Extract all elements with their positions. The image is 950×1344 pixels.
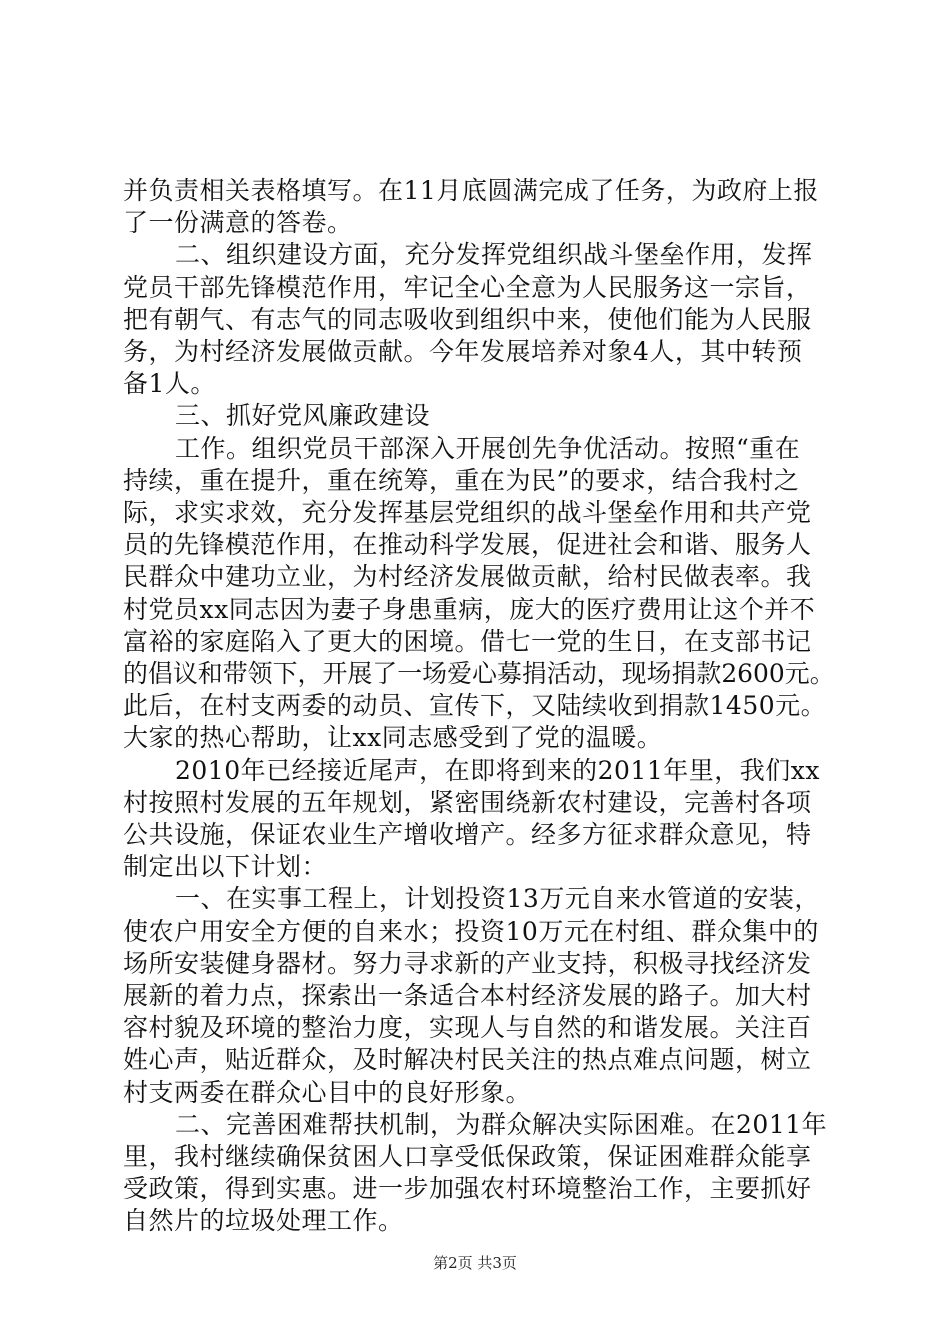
text-line: 民群众中建功立业，为村经济发展做贡献，给村民做表率。我 (123, 562, 812, 592)
text-line: 里，我村继续确保贫困人口享受低保政策，保证困难群众能享 (123, 1142, 812, 1171)
text-line: 制定出以下计划： (123, 852, 328, 882)
text-line: 此后，在村支两委的动员、宣传下，又陆续收到捐款1450元。 (123, 691, 827, 721)
text-line: 村支两委在群众心目中的良好形象。 (123, 1077, 532, 1107)
text-line: 二、完善困难帮扶机制，为群众解决实际困难。在2011年 (175, 1109, 828, 1139)
text-line: 际，求实求效，充分发挥基层党组织的战斗堡垒作用和共产党 (123, 498, 812, 527)
text-line: 备1人。 (123, 369, 216, 399)
text-line: 村党员xx同志因为妻子身患重病，庞大的医疗费用让这个并不 (123, 594, 816, 624)
page-number: 第2页 共3页 (433, 1254, 517, 1272)
text-line: 自然片的垃圾处理工作。 (123, 1206, 404, 1236)
text-line: 场所安装健身器材。努力寻求新的产业支持，积极寻找经济发 (123, 948, 812, 978)
text-line: 展新的着力点，探索出一条适合本村经济发展的路子。加大村 (123, 981, 812, 1010)
text-line: 受政策，得到实惠。进一步加强农村环境整治工作，主要抓好 (123, 1174, 812, 1204)
text-line: 工作。组织党员干部深入开展创先争优活动。按照“重在 (175, 433, 801, 463)
text-line: 务，为村经济发展做贡献。今年发展培养对象4人，其中转预 (123, 337, 803, 366)
text-line: 富裕的家庭陷入了更大的困境。借七一党的生日，在支部书记 (123, 626, 812, 656)
text-line: 使农户用安全方便的自来水；投资10万元在村组、群众集中的 (123, 916, 819, 946)
text-line: 村按照村发展的五年规划，紧密围绕新农村建设，完善村各项 (123, 787, 812, 817)
text-line: 把有朝气、有志气的同志吸收到组织中来，使他们能为人民服 (123, 304, 812, 334)
text-line: 持续，重在提升，重在统筹，重在为民”的要求，结合我村之 (123, 465, 800, 495)
text-line: 员的先锋模范作用，在推动科学发展，促进社会和谐、服务人 (123, 530, 812, 560)
text-line: 并负责相关表格填写。在11月底圆满完成了任务，为政府上报 (123, 176, 819, 205)
text-line: 姓心声，贴近群众，及时解决村民关注的热点难点问题，树立 (123, 1045, 812, 1075)
text-line: 党员干部先锋模范作用，牢记全心全意为人民服务这一宗旨， (123, 272, 812, 302)
section-heading: 三、抓好党风廉政建设 (175, 401, 431, 431)
text-line: 大家的热心帮助，让xx同志感受到了党的温暖。 (123, 723, 663, 753)
text-line: 容村貌及环境的整治力度，实现人与自然的和谐发展。关注百 (123, 1013, 812, 1043)
text-line: 了一份满意的答卷。 (123, 208, 353, 238)
text-line: 2010年已经接近尾声，在即将到来的2011年里，我们xx (175, 755, 820, 785)
text-line: 的倡议和带领下，开展了一场爱心募捐活动，现场捐款2600元。 (123, 659, 835, 688)
text-line: 一、在实事工程上，计划投资13万元自来水管道的安装， (175, 884, 820, 914)
text-line: 公共设施，保证农业生产增收增产。经多方征求群众意见，特 (123, 820, 812, 849)
text-line: 二、组织建设方面，充分发挥党组织战斗堡垒作用，发挥 (175, 240, 813, 270)
